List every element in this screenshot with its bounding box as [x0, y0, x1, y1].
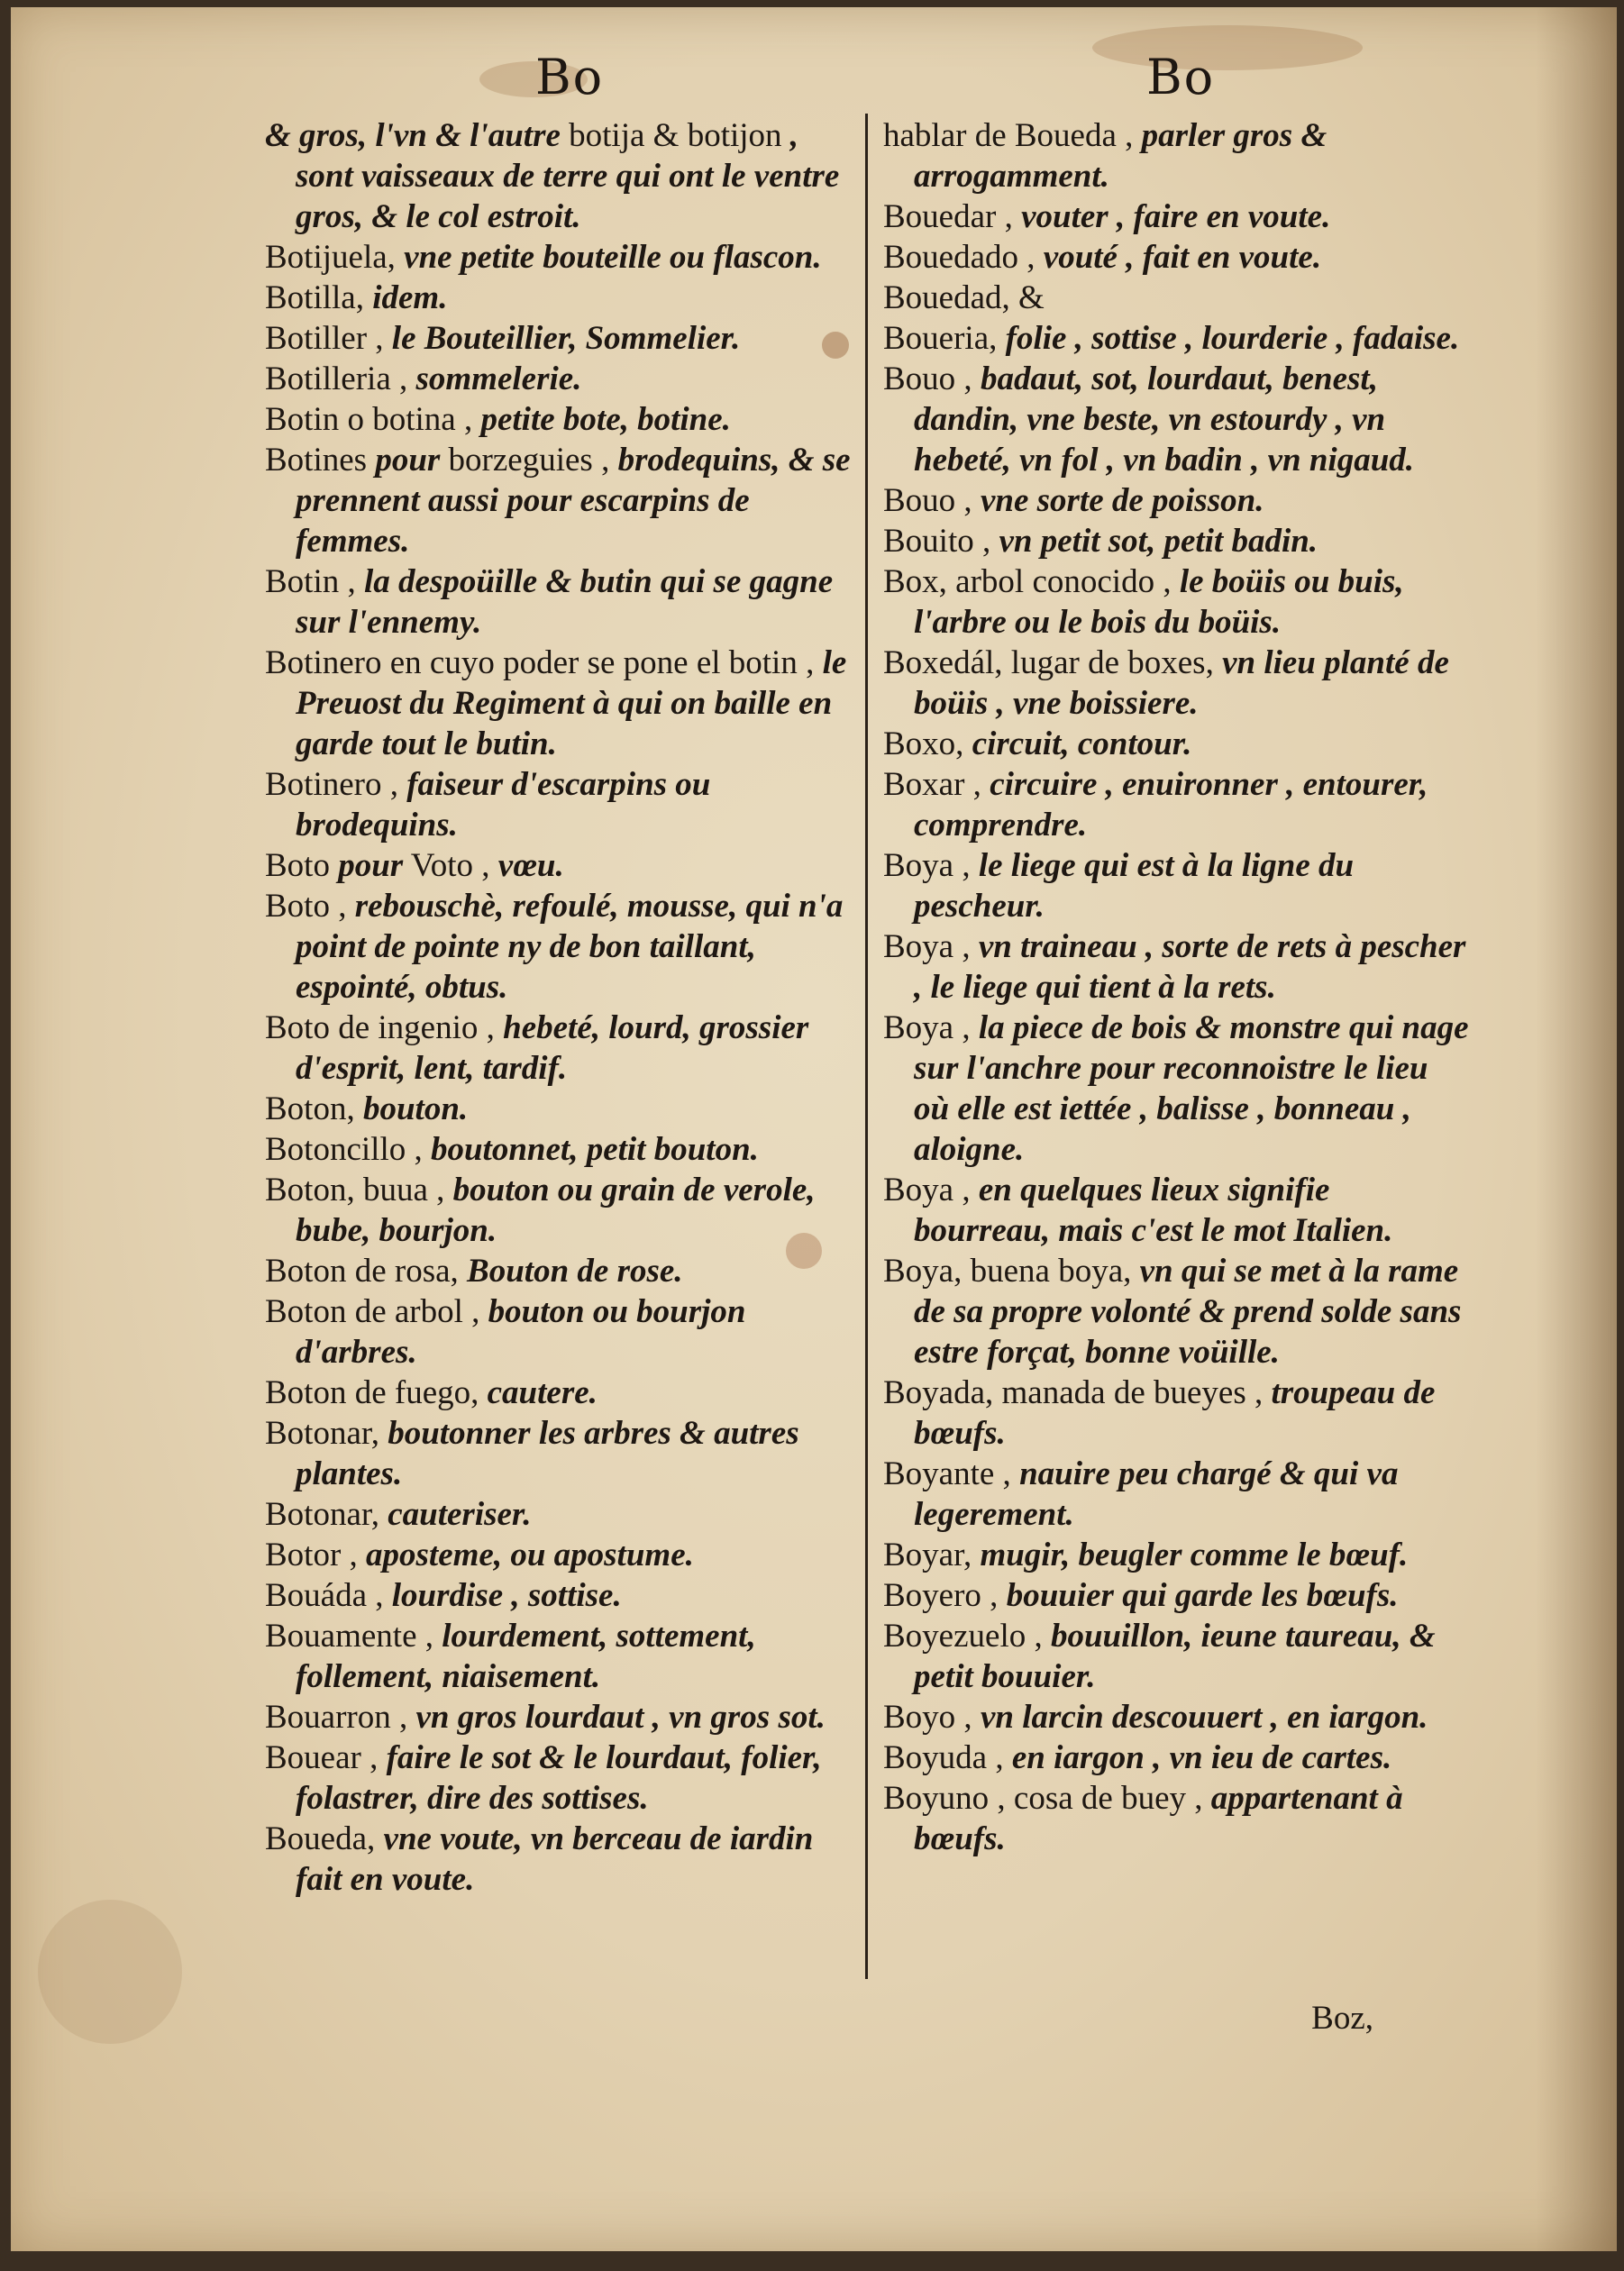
entry-headword: Boyero , — [883, 1577, 999, 1614]
dictionary-entry — [265, 1129, 851, 1170]
dictionary-entry — [883, 643, 1469, 724]
dictionary-entry — [265, 1494, 851, 1535]
entry-definition: vne petite bouteille ou flascon. — [404, 239, 822, 276]
entry-definition: lourdise , sottise. — [391, 1577, 622, 1614]
dictionary-entry — [265, 1535, 851, 1575]
entry-definition: boutonner les arbres & autres plantes. — [296, 1415, 799, 1492]
entry-definition: idem. — [372, 279, 448, 316]
entry-headword: Botines — [265, 442, 368, 479]
dictionary-entry — [265, 643, 851, 764]
dictionary-entry — [883, 1251, 1469, 1373]
dictionary-entry — [265, 1089, 851, 1129]
entry-definition: faiseur d'escarpins ou brodequins. — [296, 766, 711, 844]
entry-definition: vn gros lourdaut , vn gros sot. — [415, 1699, 826, 1736]
entry-definition: pour — [338, 847, 404, 884]
dictionary-entry — [883, 1616, 1469, 1697]
entry-headword: Boya , — [883, 1009, 971, 1046]
entry-definition: vœu. — [497, 847, 564, 884]
book-page — [11, 7, 1617, 2251]
entry-headword: Boton, — [265, 1090, 355, 1127]
entry-headword: Botiller , — [265, 320, 384, 357]
dictionary-entry — [883, 845, 1469, 926]
dictionary-entry — [883, 1373, 1469, 1454]
entry-headword: Boto de ingenio , — [265, 1009, 495, 1046]
entry-definition: la despoüille & butin qui se gagne sur l'ennemy. — [296, 563, 834, 641]
dictionary-entry — [883, 1454, 1469, 1535]
entry-headword: botija & botijon — [569, 117, 782, 154]
dictionary-entry — [883, 1778, 1469, 1859]
catchword: Boz, — [1311, 2000, 1373, 2037]
dictionary-entry — [883, 561, 1469, 643]
dictionary-entry — [883, 1170, 1469, 1251]
entry-definition: vn qui se met à la rame de sa propre volonté & prend solde sans estre forçat, bonne voüille. — [914, 1253, 1462, 1371]
entry-headword: Voto , — [410, 847, 490, 884]
column-header-right: Bo — [1146, 49, 1216, 105]
entry-definition: , sont vaisseaux de terre qui ont le ventre gros, & le col estroit. — [296, 117, 840, 235]
entry-headword: Botin , — [265, 563, 356, 600]
dictionary-entry — [883, 724, 1469, 764]
dictionary-entry — [883, 115, 1469, 196]
dictionary-entry — [265, 278, 851, 318]
dictionary-entry — [265, 561, 851, 643]
dictionary-entry — [265, 115, 851, 237]
entry-definition: pour — [375, 442, 441, 479]
entry-headword: Boyante , — [883, 1455, 1011, 1492]
dictionary-entry — [883, 359, 1469, 480]
entry-headword: Botinero , — [265, 766, 398, 803]
entry-headword: Botinero en cuyo poder se pone el botin , — [265, 644, 815, 681]
entry-headword: Boyuda , — [883, 1739, 1004, 1776]
entry-definition: circuire , enuironner , entourer, comprendre. — [914, 766, 1428, 844]
dictionary-entry — [883, 237, 1469, 278]
entry-headword: Bouedado , — [883, 239, 1036, 276]
entry-headword: Boya , — [883, 847, 971, 884]
dictionary-entry — [265, 886, 851, 1008]
entry-headword: Bouo , — [883, 482, 972, 519]
dictionary-entry — [883, 1535, 1469, 1575]
entry-definition: faire le sot & le lourdaut, folier, folastrer, dire des sottises. — [296, 1739, 822, 1817]
column-divider — [865, 114, 868, 1979]
dictionary-entry — [883, 480, 1469, 521]
dictionary-entry — [883, 1575, 1469, 1616]
dictionary-entry — [265, 440, 851, 561]
entry-headword: Bouear , — [265, 1739, 379, 1776]
entry-headword: Boyar, — [883, 1537, 972, 1573]
entry-definition: appartenant à bœufs. — [914, 1780, 1403, 1857]
dictionary-entry — [883, 764, 1469, 845]
entry-headword: Boton de fuego, — [265, 1374, 479, 1411]
entry-headword: Boya, buena boya, — [883, 1253, 1132, 1290]
right-column — [883, 115, 1469, 1859]
entry-definition: boutonnet, petit bouton. — [430, 1131, 759, 1168]
dictionary-entry — [265, 1373, 851, 1413]
entry-headword: Bouito , — [883, 523, 991, 560]
dictionary-entry — [265, 1697, 851, 1737]
dictionary-entry — [265, 1008, 851, 1089]
entry-definition: aposteme, ou apostume. — [366, 1537, 694, 1573]
entry-definition: circuit, contour. — [972, 725, 1192, 762]
entry-definition: vn petit sot, petit badin. — [999, 523, 1318, 560]
dictionary-entry — [265, 1291, 851, 1373]
entry-headword: Bouamente , — [265, 1618, 434, 1655]
paper-stain — [1092, 25, 1363, 70]
entry-headword: Boya , — [883, 1172, 971, 1208]
entry-definition: le boüis ou buis, l'arbre ou le bois du boüis. — [914, 563, 1404, 641]
dictionary-entry — [883, 1008, 1469, 1170]
entry-headword: Boyada, manada de bueyes , — [883, 1374, 1264, 1411]
dictionary-entry — [265, 1413, 851, 1494]
binding-shadow — [1536, 7, 1617, 2251]
dictionary-entry — [265, 399, 851, 440]
dictionary-entry — [883, 1697, 1469, 1737]
entry-definition: vouter , faire en voute. — [1021, 198, 1331, 235]
entry-definition: cautere. — [487, 1374, 598, 1411]
entry-definition: & gros, l'vn & l'autre — [265, 117, 561, 154]
entry-definition: bouuillon, ieune taureau, & petit bouuier. — [914, 1618, 1436, 1695]
entry-definition: bouton. — [362, 1090, 469, 1127]
dictionary-entry — [265, 237, 851, 278]
entry-definition: vne voute, vn berceau de iardin fait en voute. — [296, 1820, 814, 1898]
entry-headword: Botin o botina , — [265, 401, 473, 438]
entry-headword: Boyezuelo , — [883, 1618, 1043, 1655]
dictionary-entry — [265, 359, 851, 399]
dictionary-entry — [265, 764, 851, 845]
entry-definition: hebeté, lourd, grossier d'esprit, lent, tardif. — [296, 1009, 809, 1087]
column-header-left: Bo — [535, 49, 605, 105]
dictionary-entry — [265, 1737, 851, 1819]
entry-headword: Boxedál, lugar de boxes, — [883, 644, 1214, 681]
dictionary-entry — [883, 318, 1469, 359]
dictionary-entry — [265, 318, 851, 359]
entry-definition: lourdement, sottement, follement, niaisement. — [296, 1618, 756, 1695]
dictionary-entry — [265, 1170, 851, 1251]
dictionary-entry — [265, 1575, 851, 1616]
entry-definition: le liege qui est à la ligne du pescheur. — [914, 847, 1355, 925]
dictionary-entry — [883, 1737, 1469, 1778]
entry-definition: mugir, beugler comme le bœuf. — [980, 1537, 1409, 1573]
entry-definition: vouté , fait en voute. — [1043, 239, 1322, 276]
entry-headword: Bouedar , — [883, 198, 1013, 235]
entry-headword: Boto , — [265, 888, 347, 925]
entry-headword: Bouedad, & — [883, 279, 1045, 316]
entry-definition: vn lieu planté de boüis , vne boissiere. — [914, 644, 1449, 722]
entry-definition: parler gros & arrogamment. — [914, 117, 1327, 195]
entry-headword: Boton, buua , — [265, 1172, 445, 1208]
entry-definition: vn larcin descouuert , en iargon. — [980, 1699, 1428, 1736]
dictionary-entry — [265, 1616, 851, 1697]
entry-headword: Boueda, — [265, 1820, 376, 1857]
dictionary-entry — [265, 1819, 851, 1900]
entry-headword: Botilleria , — [265, 360, 408, 397]
paper-stain — [38, 1900, 182, 2044]
entry-headword: Bouáda , — [265, 1577, 384, 1614]
entry-headword: Boxo, — [883, 725, 964, 762]
entry-definition: badaut, sot, lourdaut, benest, dandin, vne beste, vn estourdy , vn hebeté, vn fol , vn badin , vn nigaud. — [914, 360, 1415, 479]
dictionary-entry — [265, 1251, 851, 1291]
entry-headword: Boya , — [883, 928, 971, 965]
entry-definition: sommelerie. — [415, 360, 582, 397]
entry-headword: Botijuela, — [265, 239, 396, 276]
dictionary-entry — [265, 845, 851, 886]
entry-definition: le Bouteillier, Sommelier. — [391, 320, 741, 357]
entry-definition: rebouschè, refoulé, mousse, qui n'a point de pointe ny de bon taillant, espointé, obtus. — [296, 888, 844, 1006]
entry-definition: cauteriser. — [388, 1496, 532, 1533]
entry-headword: Boto — [265, 847, 330, 884]
entry-definition: petite bote, botine. — [480, 401, 731, 438]
entry-headword: Boxar , — [883, 766, 981, 803]
entry-headword: Botonar, — [265, 1496, 379, 1533]
entry-headword: Boton de arbol , — [265, 1293, 480, 1330]
entry-definition: vn traineau , sorte de rets à pescher , le liege qui tient à la rets. — [914, 928, 1466, 1006]
entry-headword: Boyo , — [883, 1699, 972, 1736]
entry-definition: Bouton de rose. — [467, 1253, 683, 1290]
entry-headword: Boton de rosa, — [265, 1253, 459, 1290]
entry-definition: bouton ou bourjon d'arbres. — [296, 1293, 746, 1371]
entry-definition: le Preuost du Regiment à qui on baille en garde tout le butin. — [296, 644, 847, 762]
entry-headword: Botilla, — [265, 279, 364, 316]
entry-definition: la piece de bois & monstre qui nage sur l'anchre pour reconnoistre le lieu où elle est iettée , balisse , bonneau , aloigne. — [914, 1009, 1469, 1168]
entry-headword: Box, arbol conocido , — [883, 563, 1172, 600]
entry-definition: nauire peu chargé & qui va legerement. — [914, 1455, 1399, 1533]
entry-definition: brodequins, & se prennent aussi pour escarpins de femmes. — [296, 442, 851, 560]
entry-definition: bouuier qui garde les bœufs. — [1006, 1577, 1399, 1614]
entry-headword: Bouarron , — [265, 1699, 408, 1736]
entry-definition: troupeau de bœufs. — [914, 1374, 1436, 1452]
entry-headword: Bouo , — [883, 360, 972, 397]
entry-headword: Boueria, — [883, 320, 998, 357]
entry-definition: folie , sottise , lourderie , fadaise. — [1005, 320, 1460, 357]
entry-definition: en quelques lieux signifie bourreau, mais c'est le mot Italien. — [914, 1172, 1393, 1249]
entry-definition: en iargon , vn ieu de cartes. — [1011, 1739, 1392, 1776]
entry-headword: Botoncillo , — [265, 1131, 423, 1168]
entry-definition: vne sorte de poisson. — [980, 482, 1264, 519]
dictionary-entry — [883, 196, 1469, 237]
entry-headword: borzeguies , — [448, 442, 610, 479]
dictionary-entry — [883, 521, 1469, 561]
entry-headword: Botor , — [265, 1537, 358, 1573]
entry-headword: hablar de Boueda , — [883, 117, 1134, 154]
dictionary-entry — [883, 926, 1469, 1008]
left-column — [265, 115, 851, 1900]
dictionary-entry — [883, 278, 1469, 318]
entry-definition: bouton ou grain de verole, bube, bourjon. — [296, 1172, 816, 1249]
entry-headword: Botonar, — [265, 1415, 379, 1452]
entry-headword: Boyuno , cosa de buey , — [883, 1780, 1203, 1817]
